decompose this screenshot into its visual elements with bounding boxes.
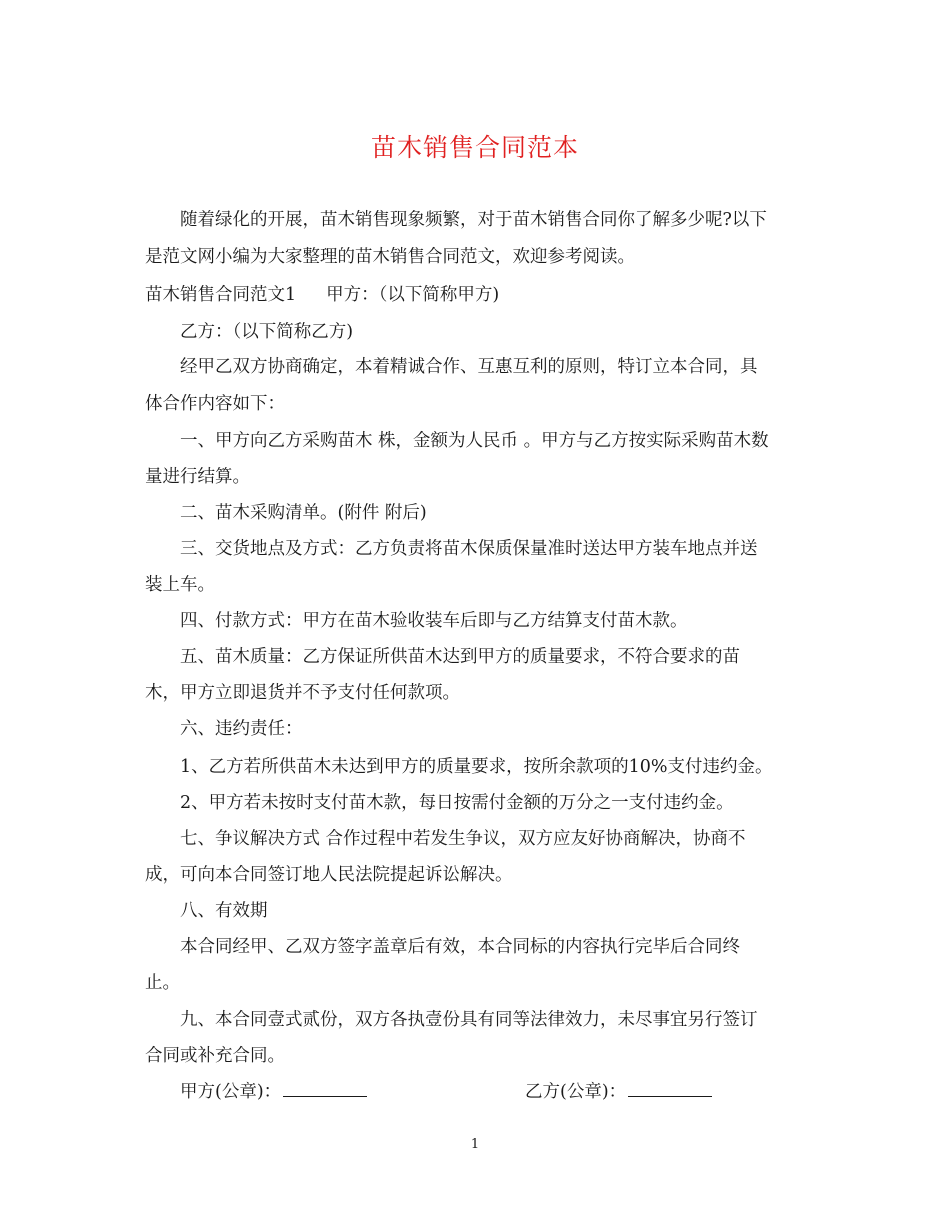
clause-9-line-1: 九、本合同壹式贰份，双方各执壹份具有同等法律效力，未尽事宜另行签订 (180, 1010, 758, 1030)
preamble-line-1: 经甲乙双方协商确定，本着精诚合作、互惠互利的原则，特订立本合同，具 (180, 357, 758, 377)
clause-7-line-1: 七、争议解决方式 合作过程中若发生争议，双方应友好协商解决，协商不 (180, 829, 746, 849)
sample-heading: 苗木销售合同范文1 (145, 285, 297, 305)
clause-6: 六、违约责任： (180, 719, 303, 739)
clause-8: 八、有效期 (180, 901, 268, 921)
intro-line-2: 是范文网小编为大家整理的苗木销售合同范文，欢迎参考阅读。 (145, 247, 635, 267)
signature-party-b-label: 乙方(公章)： (525, 1082, 627, 1102)
clause-7-line-2: 成，可向本合同签订地人民法院提起诉讼解决。 (145, 865, 513, 885)
intro-line-1: 随着绿化的开展，苗木销售现象频繁，对于苗木销售合同你了解多少呢?以下 (180, 210, 767, 230)
clause-6-2: 2、甲方若未按时支付苗木款，每日按需付金额的万分之一支付违约金。 (180, 793, 734, 813)
signature-party-b (525, 1078, 712, 1106)
signature-party-b-blank (628, 1095, 712, 1097)
clause-1-line-1: 一、甲方向乙方采购苗木 株，金额为人民币 。甲方与乙方按实际采购苗木数 (180, 431, 769, 451)
party-a-line: 甲方：（以下简称甲方) (326, 285, 500, 305)
clause-3-line-1: 三、交货地点及方式：乙方负责将苗木保质保量准时送达甲方装车地点并送 (180, 539, 758, 559)
clause-8-line-1: 本合同经甲、乙双方签字盖章后有效，本合同标的内容执行完毕后合同终 (180, 937, 740, 957)
clause-5-line-2: 木，甲方立即退货并不予支付任何款项。 (145, 683, 460, 703)
party-b-line: 乙方：（以下简称乙方) (180, 322, 354, 342)
clause-4: 四、付款方式：甲方在苗木验收装车后即与乙方结算支付苗木款。 (180, 611, 688, 631)
signature-party-a-blank (283, 1095, 367, 1097)
signature-party-a-label: 甲方(公章)： (180, 1082, 282, 1102)
clause-8-line-2: 止。 (145, 973, 180, 993)
clause-3-line-2: 装上车。 (145, 575, 215, 595)
clause-9-line-2: 合同或补充合同。 (145, 1046, 285, 1066)
document-title: 苗木销售合同范本 (370, 133, 579, 162)
page-number: 1 (470, 1137, 480, 1152)
clause-6-1: 1、乙方若所供苗木未达到甲方的质量要求，按所余款项的10%支付违约金。 (180, 757, 773, 777)
clause-2: 二、苗木采购清单。(附件 附后) (180, 503, 427, 523)
sample-heading-row (145, 281, 825, 309)
clause-5-line-1: 五、苗木质量：乙方保证所供苗木达到甲方的质量要求，不符合要求的苗 (180, 647, 740, 667)
preamble-line-2: 体合作内容如下： (145, 394, 285, 414)
clause-1-line-2: 量进行结算。 (145, 467, 250, 487)
signature-party-a (180, 1078, 367, 1106)
